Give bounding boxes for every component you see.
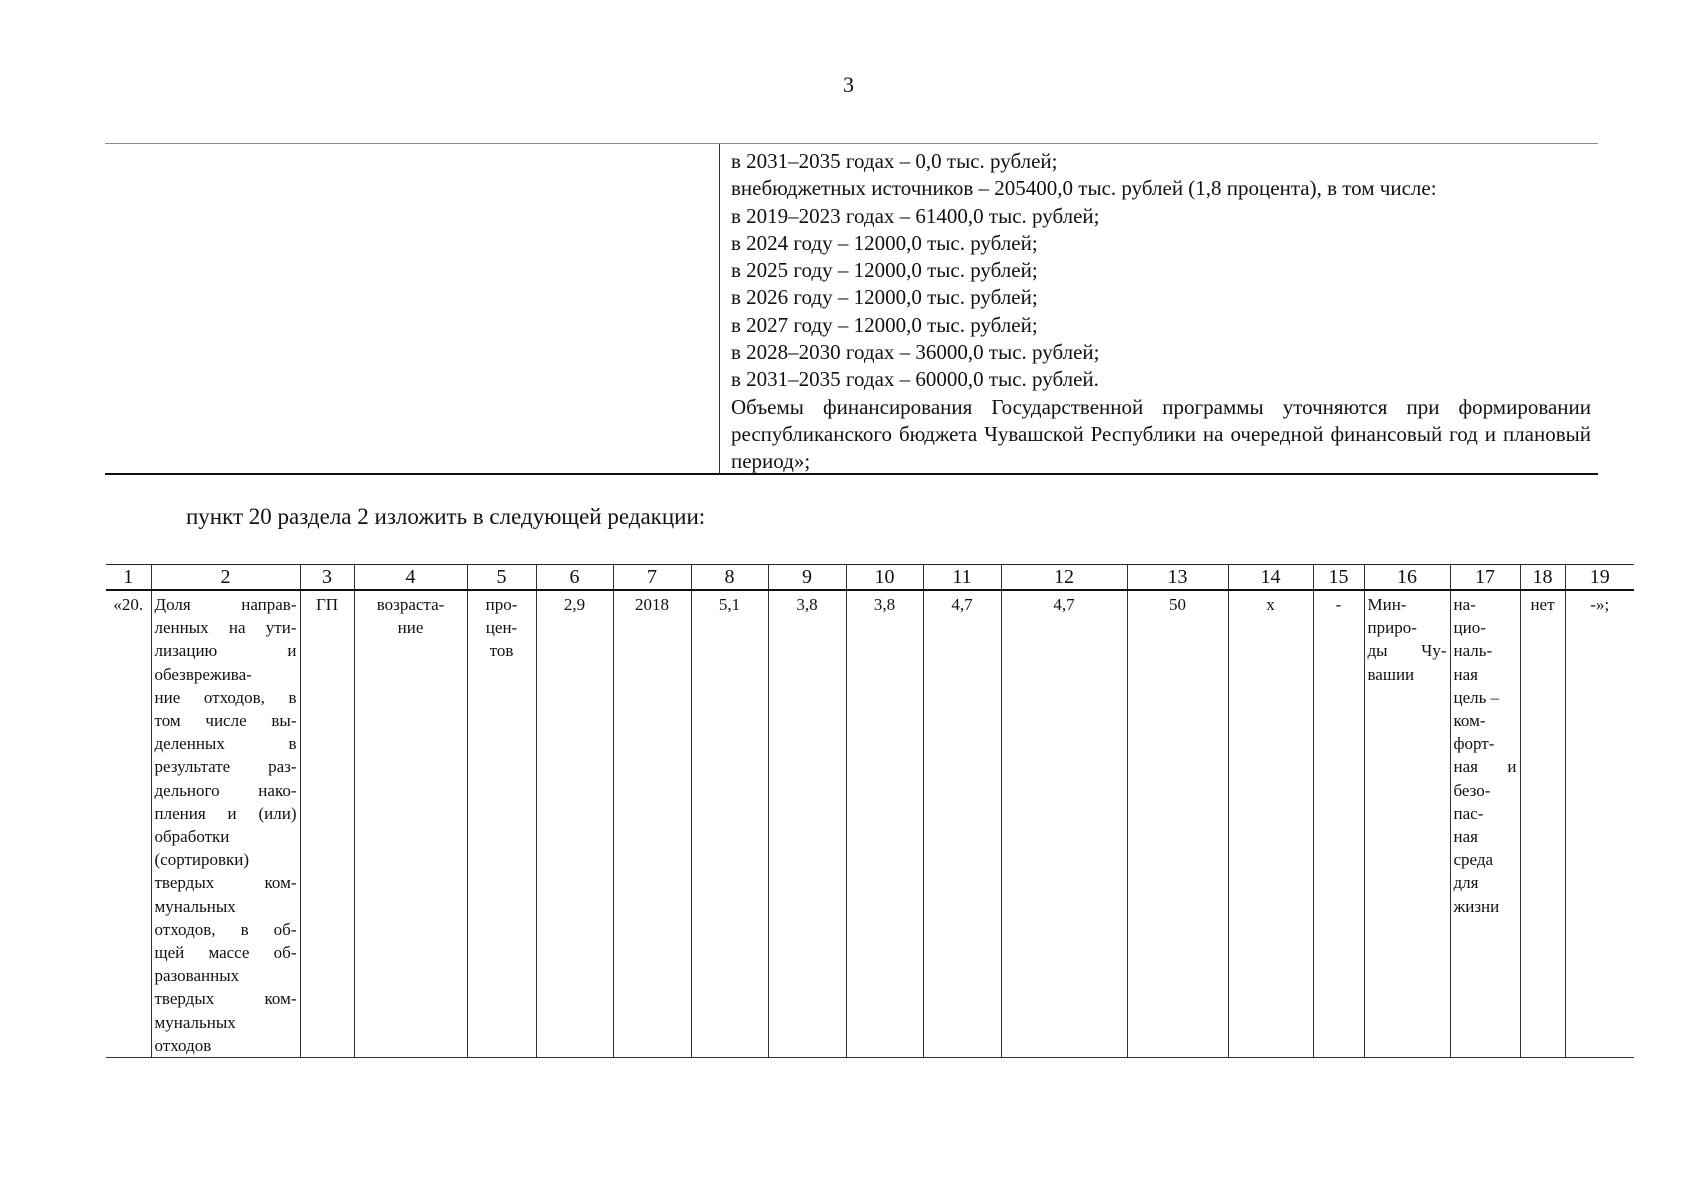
financing-text [731,148,1591,476]
column-header: 10 [846,565,923,591]
goal-line: цио- [1453,618,1486,638]
goal-line: форт- [1453,734,1495,754]
financing-line: в 2019–2023 годах – 61400,0 тыс. рублей; [731,203,1100,228]
column-header: 8 [691,565,768,591]
column-header: 14 [1228,565,1313,591]
description-line: отходов, в об- [154,919,297,939]
ministry-cell [1364,590,1450,1058]
column-header: 9 [768,565,846,591]
description-line: ние отходов, в [154,687,297,707]
goal-line: жизни [1453,896,1500,916]
description-line: щей массе об- [154,943,297,963]
column-header: 1 [106,565,151,591]
financing-line: в 2025 году – 12000,0 тыс. рублей; [731,258,1038,283]
goal-line: пас- [1453,803,1484,823]
description-line: результате раз- [154,757,297,777]
page-number: 3 [843,72,854,97]
unit-line: тов [489,641,514,661]
column-divider [719,144,720,473]
value-cell: 5,1 [691,590,768,1058]
column-header: 11 [923,565,1001,591]
goal-cell [1450,590,1520,1058]
column-header: 19 [1565,565,1634,591]
financing-line: в 2028–2030 годах – 36000,0 тыс. рублей; [731,340,1100,365]
column-header: 18 [1520,565,1565,591]
description-line: твердых ком- [154,989,297,1009]
value-cell: 50 [1127,590,1228,1058]
column-header: 7 [613,565,691,591]
financing-table [105,143,1598,475]
unit-line: цен- [485,618,518,638]
ministry-line: вашии [1367,664,1415,684]
program-code: ГП [300,590,354,1058]
ministry-line: ды Чу- [1367,641,1447,661]
indicator-table [106,564,1634,1058]
description-line: лизацию и [154,641,297,661]
description-line: разованных [154,966,240,986]
value-cell: 3,8 [768,590,846,1058]
indicator-description [151,590,300,1058]
description-line: Доля направ- [154,595,297,614]
goal-line: для [1453,873,1479,893]
trend-line: возраста- [376,595,445,614]
description-line: (сортировки) [154,850,250,870]
value-cell: - [1313,590,1364,1058]
financing-line: в 2031–2035 годах – 0,0 тыс. рублей; [731,149,1058,173]
goal-line: цель – [1453,687,1500,707]
unit-cell [467,590,536,1058]
table-header-row [106,565,1634,591]
value-cell: -»; [1565,590,1634,1058]
column-header: 16 [1364,565,1450,591]
value-cell: 4,7 [923,590,1001,1058]
base-value: 2,9 [536,590,613,1058]
column-header: 2 [151,565,300,591]
column-header: 17 [1450,565,1520,591]
goal-line: ная и [1453,757,1517,777]
financing-line: в 2031–2035 годах – 60000,0 тыс. рублей. [731,367,1099,392]
trend-line: ние [397,618,424,638]
goal-line: ная [1453,664,1478,684]
financing-note: Объемы финансирования Государственной программы уточняются при формировании республиканского бюджета Чувашской Республики на очередной финансовый год и плановый период»; [731,394,1591,474]
goal-line: на- [1453,595,1476,614]
column-header: 5 [467,565,536,591]
value-cell: х [1228,590,1313,1058]
column-header: 3 [300,565,354,591]
trend-cell [354,590,467,1058]
description-line: обезврежива- [154,664,252,684]
amendment-text: пункт 20 раздела 2 изложить в следующей редакции: [186,504,706,529]
ministry-line: приро- [1367,618,1417,638]
goal-line: ная [1453,827,1478,847]
description-line: пления и (или) [154,803,297,823]
column-header: 13 [1127,565,1228,591]
goal-line: среда [1453,850,1494,870]
description-line: том числе вы- [154,711,297,731]
unit-line: про- [485,595,518,614]
description-line: твердых ком- [154,873,297,893]
column-header: 15 [1313,565,1364,591]
financing-line: внебюджетных источников – 205400,0 тыс. рублей (1,8 процента), в том числе: [731,176,1437,201]
description-line: обработки [154,827,230,847]
financing-line: в 2027 году – 12000,0 тыс. рублей; [731,312,1038,337]
column-header: 6 [536,565,613,591]
row-number: «20. [106,590,151,1058]
description-line: отходов [154,1035,212,1055]
description-line: деленных в [154,734,297,754]
column-header: 12 [1001,565,1127,591]
description-line: ленных на ути- [154,618,297,638]
value-cell: 3,8 [846,590,923,1058]
goal-line: ком- [1453,711,1486,731]
table-row [106,590,1634,1058]
description-line: дельного нако- [154,780,297,800]
value-cell: 4,7 [1001,590,1127,1058]
goal-line: наль- [1453,641,1493,661]
description-line: мунальных [154,896,236,916]
description-line: мунальных [154,1012,236,1032]
financing-line: в 2026 году – 12000,0 тыс. рублей; [731,285,1038,310]
column-header: 4 [354,565,467,591]
value-cell: нет [1520,590,1565,1058]
ministry-line: Мин- [1367,595,1407,614]
goal-line: безо- [1453,780,1491,800]
base-year: 2018 [613,590,691,1058]
financing-line: в 2024 году – 12000,0 тыс. рублей; [731,230,1038,255]
